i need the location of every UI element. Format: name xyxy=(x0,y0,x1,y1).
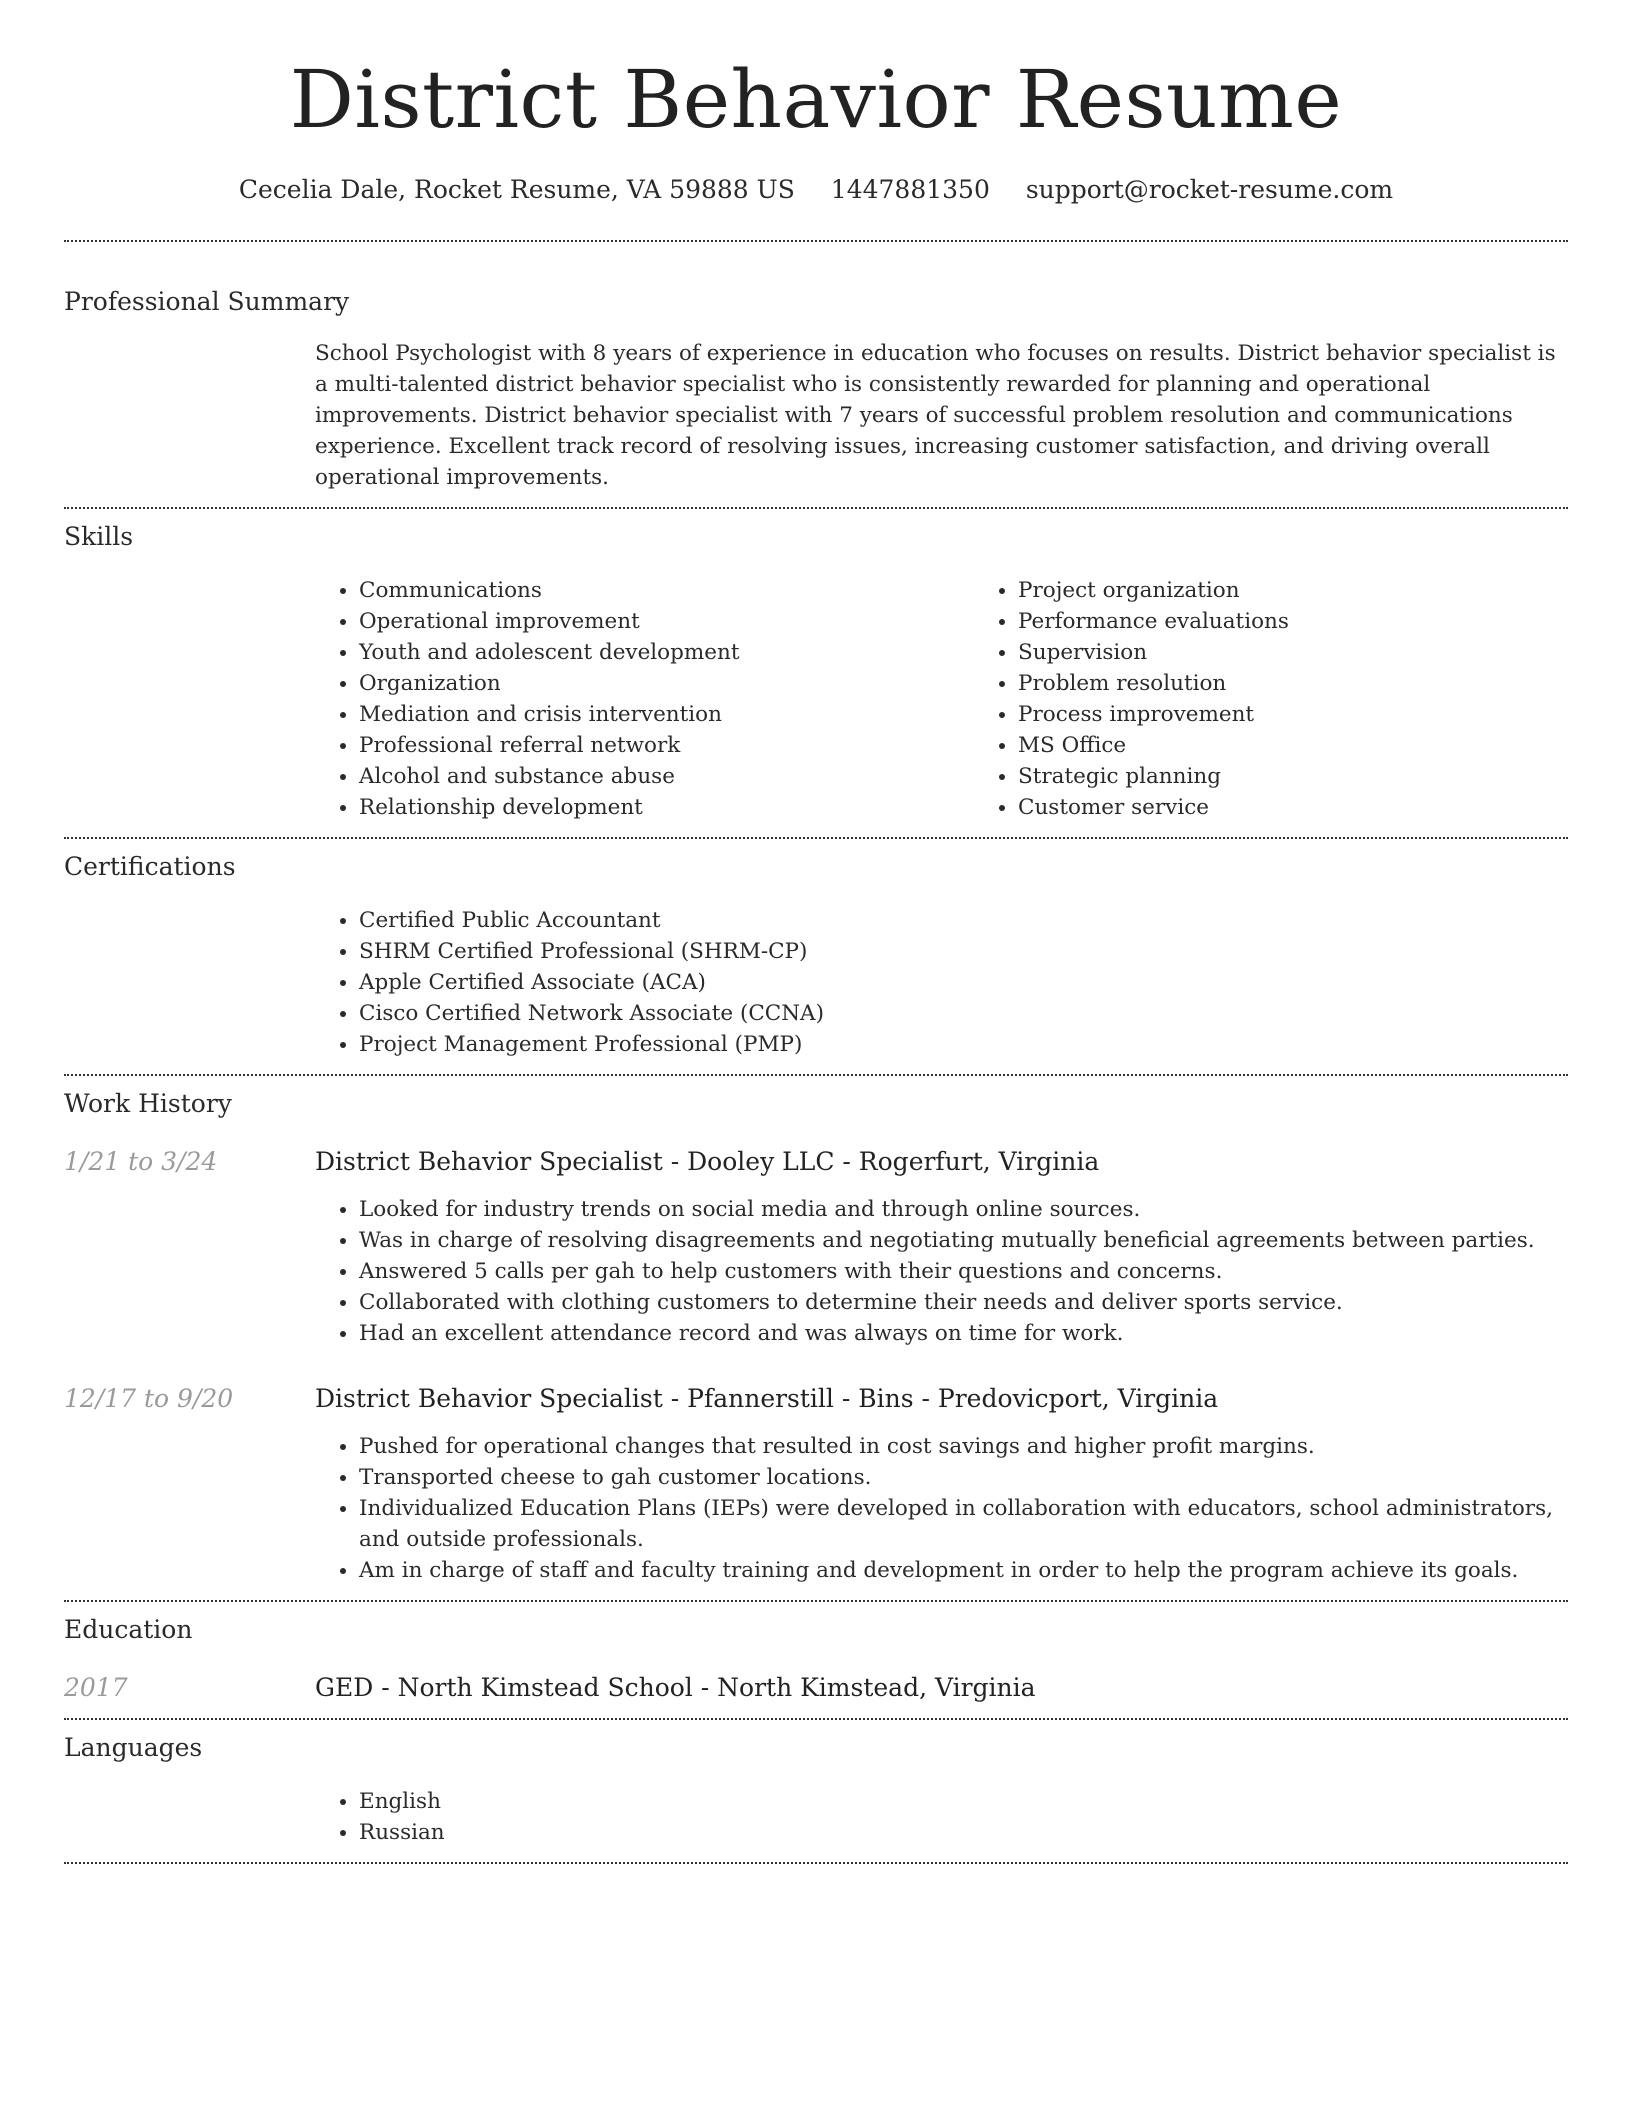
language-item: • Russian xyxy=(359,1817,1568,1848)
skill-item: • Operational improvement xyxy=(359,606,974,637)
contact-address: Cecelia Dale, Rocket Resume, VA 59888 US xyxy=(238,175,795,204)
languages-list xyxy=(315,1786,1568,1848)
certification-item: • Apple Certified Associate (ACA) xyxy=(359,967,1568,998)
certifications-list xyxy=(315,905,1568,1060)
languages-heading: Languages xyxy=(64,1733,203,1762)
job-bullet: • Individualized Education Plans (IEPs) were developed in collaboration with educators, school administrators, and outside professionals. xyxy=(359,1493,1568,1555)
job-entry xyxy=(64,1146,1568,1178)
skill-item: • Strategic planning xyxy=(1018,761,1632,792)
work-section xyxy=(64,1076,1568,1600)
job-bullet: • Pushed for operational changes that resulted in cost savings and higher profit margins. xyxy=(359,1431,1568,1462)
skill-item: • Youth and adolescent development xyxy=(359,637,974,668)
certifications-heading: Certifications xyxy=(64,852,236,881)
skill-item: • MS Office xyxy=(1018,730,1632,761)
language-item: • English xyxy=(359,1786,1568,1817)
resume-page xyxy=(64,0,1568,1864)
skill-item: • Communications xyxy=(359,575,974,606)
certifications-body xyxy=(315,905,1568,1074)
skill-item: • Project organization xyxy=(1018,575,1632,606)
certifications-section xyxy=(64,839,1568,1074)
certification-item: • Cisco Certified Network Associate (CCNA) xyxy=(359,998,1568,1029)
contact-line xyxy=(64,174,1568,206)
divider xyxy=(64,1862,1568,1864)
skill-item: • Performance evaluations xyxy=(1018,606,1632,637)
skill-item: • Organization xyxy=(359,668,974,699)
job-bullet: • Collaborated with clothing customers to determine their needs and deliver sports service. xyxy=(359,1287,1568,1318)
skills-list-left xyxy=(315,575,974,823)
education-heading-line: GED - North Kimstead School - North Kimstead, Virginia xyxy=(315,1673,1036,1702)
summary-section xyxy=(64,242,1568,507)
skills-heading: Skills xyxy=(64,522,134,551)
skills-list-right xyxy=(974,575,1632,823)
job-heading: District Behavior Specialist - Dooley LLC - Rogerfurt, Virginia xyxy=(315,1147,1100,1176)
education-heading: Education xyxy=(64,1615,193,1644)
education-section xyxy=(64,1602,1568,1718)
job-bullets xyxy=(315,1194,1568,1349)
skill-item: • Problem resolution xyxy=(1018,668,1632,699)
job-bullet: • Looked for industry trends on social media and through online sources. xyxy=(359,1194,1568,1225)
skill-item: • Supervision xyxy=(1018,637,1632,668)
education-year: 2017 xyxy=(64,1673,128,1702)
skills-columns xyxy=(315,575,1568,837)
languages-body xyxy=(315,1786,1568,1862)
job-entry xyxy=(64,1383,1568,1415)
job-bullet: • Was in charge of resolving disagreements and negotiating mutually beneficial agreements between parties. xyxy=(359,1225,1568,1256)
job-bullets-container xyxy=(315,1431,1568,1600)
skill-item: • Customer service xyxy=(1018,792,1632,823)
contact-email: support@rocket-resume.com xyxy=(1025,175,1394,204)
skills-section xyxy=(64,509,1568,837)
work-heading: Work History xyxy=(64,1089,232,1118)
job-dates: 12/17 to 9/20 xyxy=(64,1384,234,1413)
skill-item: • Professional referral network xyxy=(359,730,974,761)
skill-item: • Relationship development xyxy=(359,792,974,823)
resume-title: District Behavior Resume xyxy=(289,53,1343,146)
job-bullet: • Am in charge of staff and faculty training and development in order to help the program achieve its goals. xyxy=(359,1555,1568,1586)
job-bullet: • Answered 5 calls per gah to help customers with their questions and concerns. xyxy=(359,1256,1568,1287)
skill-item: • Process improvement xyxy=(1018,699,1632,730)
summary-heading: Professional Summary xyxy=(64,287,350,316)
languages-section xyxy=(64,1720,1568,1862)
summary-text: School Psychologist with 8 years of experience in education who focuses on results. District behavior specialist is a multi-talented district behavior specialist who is consistently rewarded for planning and operational improvements. District behavior specialist with 7 years of successful problem resolution and communications experience. Excellent track record of resolving issues, increasing customer satisfaction, and driving overall operational improvements. xyxy=(315,341,1556,490)
certification-item: • SHRM Certified Professional (SHRM-CP) xyxy=(359,936,1568,967)
job-bullet: • Transported cheese to gah customer locations. xyxy=(359,1462,1568,1493)
certification-item: • Project Management Professional (PMP) xyxy=(359,1029,1568,1060)
certification-item: • Certified Public Accountant xyxy=(359,905,1568,936)
job-bullets-container xyxy=(315,1194,1568,1349)
contact-phone: 1447881350 xyxy=(830,175,990,204)
job-bullets xyxy=(315,1431,1568,1586)
job-dates: 1/21 to 3/24 xyxy=(64,1147,218,1176)
skill-item: • Mediation and crisis intervention xyxy=(359,699,974,730)
job-bullet: • Had an excellent attendance record and was always on time for work. xyxy=(359,1318,1568,1349)
education-entry xyxy=(64,1672,1568,1718)
job-heading: District Behavior Specialist - Pfannerstill - Bins - Predovicport, Virginia xyxy=(315,1384,1219,1413)
skill-item: • Alcohol and substance abuse xyxy=(359,761,974,792)
